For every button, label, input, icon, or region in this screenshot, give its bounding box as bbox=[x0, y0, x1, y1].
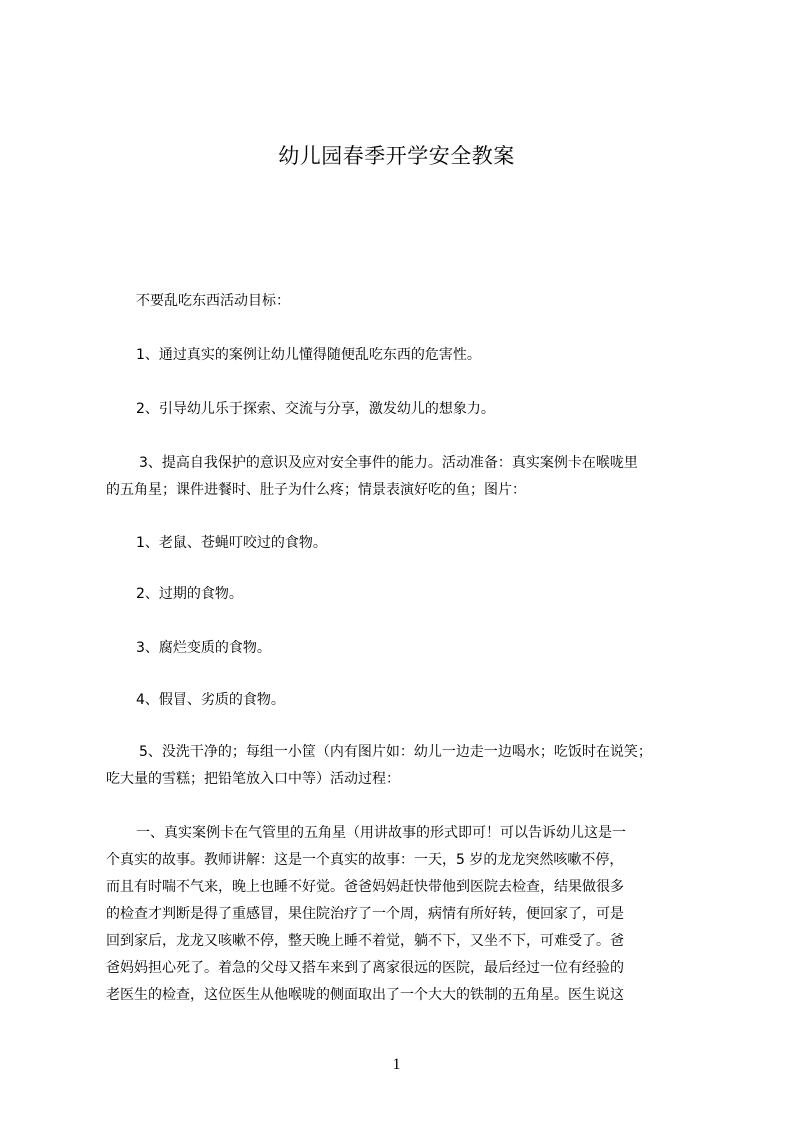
paragraph-line: 1、通过真实的案例让幼儿懂得随便乱吃东西的危害性。 bbox=[136, 347, 481, 363]
paragraph-goal-2 bbox=[106, 396, 726, 423]
paragraph-activity-story bbox=[106, 820, 696, 1009]
paragraph-line: 2、过期的食物。 bbox=[136, 586, 243, 602]
paragraph-picture-3 bbox=[106, 635, 726, 662]
paragraph-picture-5 bbox=[106, 739, 696, 793]
paragraph-line: 回到家后，龙龙又咳嗽不停，整天晚上睡不着觉，躺不下，又坐不下，可难受了。爸 bbox=[106, 933, 624, 949]
paragraph-picture-2 bbox=[106, 581, 726, 608]
paragraph-goals-heading bbox=[106, 288, 726, 315]
paragraph-picture-1 bbox=[106, 530, 726, 557]
paragraph-line: 2、引导幼儿乐于探索、交流与分享，激发幼儿的想象力。 bbox=[136, 401, 495, 417]
paragraph-line: 5、没洗干净的；每组一小筐（内有图片如：幼儿一边走一边喝水；吃饭时在说笑； bbox=[139, 744, 652, 760]
document-title: 幼儿园春季开学安全教案 bbox=[278, 144, 515, 168]
paragraph-line: 的检查才判断是得了重感冒，果住院治疗了一个周，病情有所好转，便回家了，可是 bbox=[106, 906, 624, 922]
paragraph-line: 吃大量的雪糕；把铅笔放入口中等）活动过程： bbox=[106, 771, 400, 787]
paragraph-line: 3、腐烂变质的食物。 bbox=[136, 640, 271, 656]
paragraph-goal-3 bbox=[106, 450, 696, 504]
paragraph-goal-1 bbox=[106, 342, 726, 369]
paragraph-line: 一、真实案例卡在气管里的五角星（用讲故事的形式即可！可以告诉幼儿这是一 bbox=[136, 825, 626, 841]
paragraph-line: 3、提高自我保护的意识及应对安全事件的能力。活动准备：真实案例卡在喉咙里 bbox=[139, 455, 638, 471]
paragraph-line: 个真实的故事。教师讲解：这是一个真实的故事：一天，5 岁的龙龙突然咳嗽不停， bbox=[106, 852, 624, 868]
paragraph-line: 爸妈妈担心死了。着急的父母又搭车来到了离家很远的医院，最后经过一位有经验的 bbox=[106, 960, 624, 976]
paragraph-line: 而且有时喘不气来，晚上也睡不好觉。爸爸妈妈赶快带他到医院去检查，结果做很多 bbox=[106, 879, 624, 895]
paragraph-line: 的五角星；课件进餐时、肚子为什么疼；情景表演好吃的鱼；图片： bbox=[106, 482, 526, 498]
paragraph-line: 老医生的检查，这位医生从他喉咙的侧面取出了一个大大的铁制的五角星。医生说这 bbox=[106, 987, 624, 1003]
page-number: 1 bbox=[392, 1056, 401, 1073]
paragraph-line: 1、老鼠、苍蝇叮咬过的食物。 bbox=[136, 535, 327, 551]
paragraph-picture-4 bbox=[106, 687, 726, 714]
paragraph-line: 不要乱吃东西活动目标： bbox=[136, 293, 290, 309]
paragraph-line: 4、假冒、劣质的食物。 bbox=[136, 692, 285, 708]
